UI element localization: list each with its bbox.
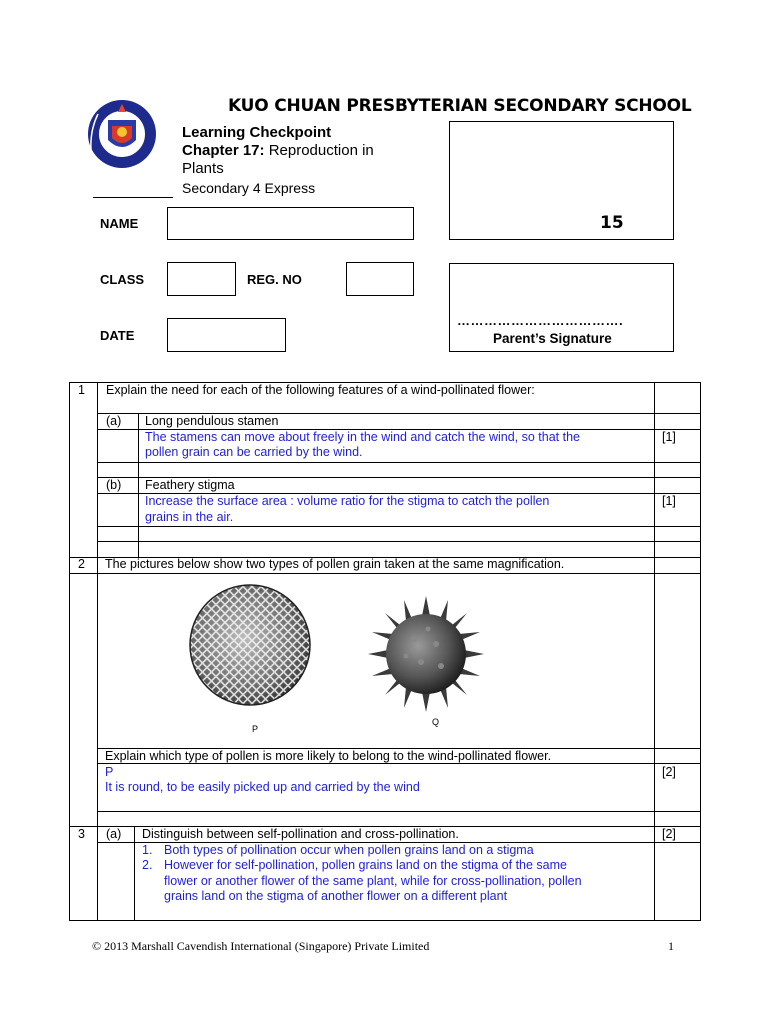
- q3-answer-1-text: Both types of pollination occur when pollen grains land on a stigma: [164, 843, 534, 857]
- pollen-q-image: [366, 594, 486, 714]
- chapter-line: Chapter 17: Reproduction in: [182, 142, 374, 159]
- regno-label: REG. NO: [247, 272, 302, 287]
- date-field[interactable]: [167, 318, 286, 352]
- q3-answer-2-line3: grains land on the stigma of another flower on a different plant: [164, 889, 508, 903]
- q1a-label: (a): [106, 414, 122, 428]
- signature-label: Parent’s Signature: [493, 331, 612, 346]
- q1b-marks: [1]: [662, 494, 676, 508]
- q1-number: 1: [78, 383, 85, 397]
- q3-marks: [2]: [662, 827, 676, 841]
- q1a-answer-line1: The stamens can move about freely in the wind and catch the wind, so that the: [145, 430, 580, 444]
- regno-field[interactable]: [346, 262, 414, 296]
- q1b-label: (b): [106, 478, 122, 492]
- q2-marks: [2]: [662, 765, 676, 779]
- q2-number: 2: [78, 557, 85, 571]
- q1a-marks: [1]: [662, 430, 676, 444]
- q1b-answer-line2: grains in the air.: [145, 510, 234, 524]
- q1b-feature: Feathery stigma: [145, 478, 235, 492]
- q3a-label: (a): [106, 827, 122, 841]
- q3-answer-2-line1: However for self-pollination, pollen grains land on the stigma of the same: [164, 858, 567, 872]
- class-label: CLASS: [100, 272, 145, 287]
- q2-answer-line2: It is round, to be easily picked up and carried by the wind: [105, 780, 420, 794]
- name-label: NAME: [100, 216, 139, 231]
- q1-stem: Explain the need for each of the following features of a wind-pollinated flower:: [106, 383, 535, 397]
- q3-answer-1-num: 1.: [142, 843, 153, 857]
- q2-answer-line1: P: [105, 765, 114, 779]
- q3-number: 3: [78, 827, 85, 841]
- q2-stem: The pictures below show two types of pollen grain taken at the same magnification.: [105, 557, 565, 571]
- q3-answer-2-num: 2.: [142, 858, 153, 872]
- footer-copyright: © 2013 Marshall Cavendish International (Singapore) Private Limited: [92, 939, 430, 953]
- signature-line: ……………………………….: [457, 313, 624, 328]
- pollen-p-image: [180, 582, 320, 712]
- score-value: 15: [600, 213, 624, 233]
- class-field[interactable]: [167, 262, 236, 296]
- chapter-topic-cont: Plants: [182, 160, 224, 177]
- q1b-answer-line1: Increase the surface area : volume ratio for the stigma to catch the pollen: [145, 494, 550, 508]
- q3a-question: Distinguish between self-pollination and cross-pollination.: [142, 827, 459, 841]
- q3-answer-2-line2: flower or another flower of the same plant, while for cross-pollination, pollen: [164, 874, 582, 888]
- level-label: Secondary 4 Express: [182, 180, 316, 196]
- pollen-p-label: P: [252, 724, 259, 734]
- page-title: Learning Checkpoint: [182, 124, 332, 141]
- q1a-feature: Long pendulous stamen: [145, 414, 279, 428]
- date-label: DATE: [100, 328, 135, 343]
- q2-question: Explain which type of pollen is more likely to belong to the wind-pollinated flower.: [105, 749, 552, 763]
- name-field[interactable]: [167, 207, 414, 240]
- pollen-q-label: Q: [432, 717, 440, 727]
- school-name: KUO CHUAN PRESBYTERIAN SECONDARY SCHOOL: [228, 96, 692, 116]
- score-box: [449, 121, 674, 240]
- page-number: 1: [668, 939, 674, 953]
- school-logo: [84, 94, 156, 174]
- q1a-answer-line2: pollen grain can be carried by the wind.: [145, 445, 363, 459]
